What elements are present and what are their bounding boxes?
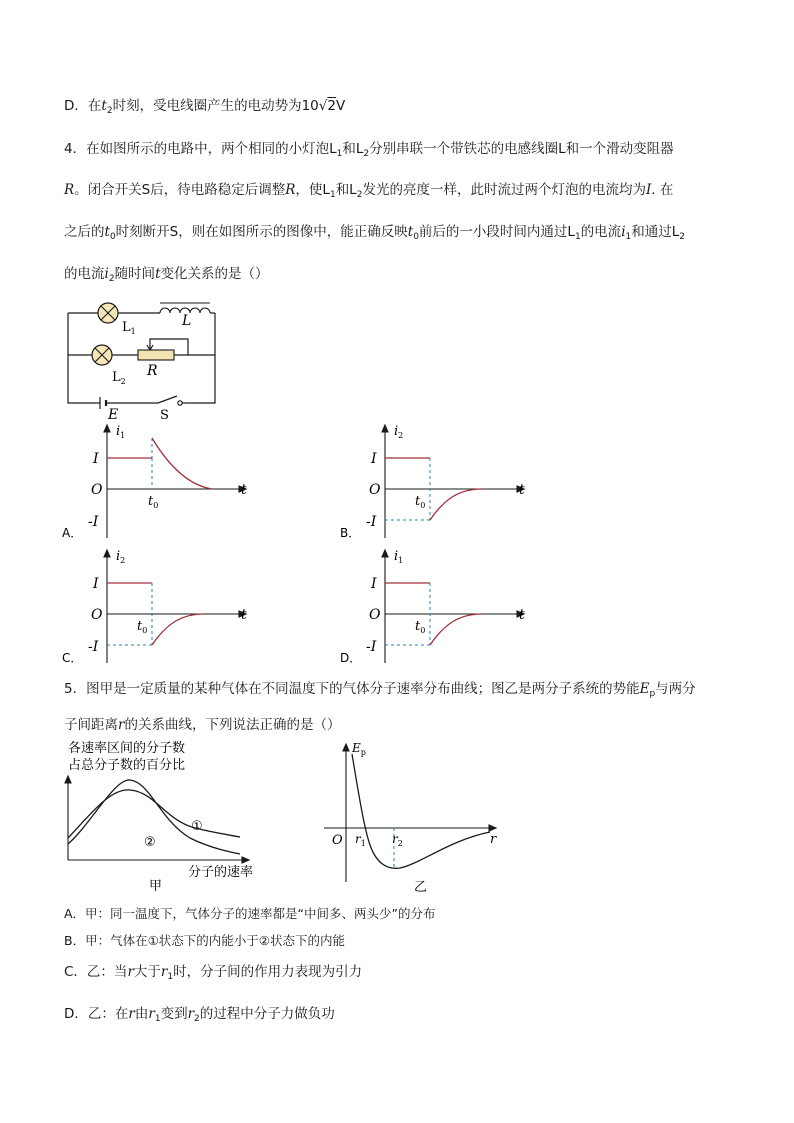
q4-text: 发光的亮度一样，此时流过两个灯泡的电流均为 xyxy=(362,182,646,198)
q3-optd-value: 10 xyxy=(301,98,319,114)
q5-text: 的关系曲线，下列说法正确的是（） xyxy=(124,717,341,733)
q4-text: 前后的一小段时间内通过L xyxy=(418,224,575,240)
q3-optd-prefix: D．在 xyxy=(64,98,102,114)
graph-a-ylabel: $i_1$ xyxy=(116,424,126,440)
lamp-l1-icon xyxy=(98,303,118,323)
q5-option-c xyxy=(64,963,362,986)
q4-text: 和L xyxy=(342,141,364,157)
graph-c-o: O xyxy=(91,607,103,623)
graph-d-i: I xyxy=(371,576,377,592)
q4-var: t xyxy=(155,266,161,282)
fig-jia-curve1-label: ① xyxy=(191,819,203,834)
q3-optd-text: 时刻，受电线圈产生的电动势为 xyxy=(112,98,302,114)
q5-optd-r1: r xyxy=(148,1006,155,1022)
fig-yi-o: O xyxy=(332,833,343,848)
q5-option-b: B．甲：气体在①状态下的内能小于②状态下的内能 xyxy=(64,933,345,948)
label-l2: $L_2$ xyxy=(112,370,126,386)
figure-yi xyxy=(320,740,505,895)
graph-c-negi: -I xyxy=(88,639,99,655)
graph-a-trace xyxy=(107,438,212,489)
graph-d-axes xyxy=(382,550,524,663)
graph-a-o: O xyxy=(91,482,103,498)
figure-jia xyxy=(60,740,270,895)
q4-sub: 2 xyxy=(356,190,363,200)
fig-jia-curve2-label: ② xyxy=(144,835,156,850)
q4-text: ，使L xyxy=(295,182,330,198)
q4-var-i: i xyxy=(621,224,626,240)
q4-sub: 1 xyxy=(329,190,336,200)
q5-optc-text: 时，分子间的作用力表现为引力 xyxy=(173,964,363,980)
q5-var: E xyxy=(639,681,650,697)
graph-d-decay xyxy=(430,614,482,645)
graph-a-t0: $t_0$ xyxy=(148,494,159,510)
graph-d-negi: -I xyxy=(366,639,377,655)
graph-c-t: t xyxy=(241,607,247,623)
rheostat-icon xyxy=(138,350,174,360)
q5-sub: p xyxy=(649,689,656,699)
graph-c-letter: C． xyxy=(62,651,83,665)
q4-text: 之后的 xyxy=(64,224,105,240)
graph-b-t: t xyxy=(519,482,525,498)
q3-optd-root: 2 xyxy=(327,98,336,114)
q4-text: 和通过L xyxy=(631,224,680,240)
graph-b-letter: B． xyxy=(340,526,361,540)
graph-d-o: O xyxy=(369,607,381,623)
graph-b-decay xyxy=(430,489,482,520)
q4-text: 时刻断开S，则在如图所示的图像中，能正确反映 xyxy=(115,224,408,240)
q4-sub: 2 xyxy=(363,149,370,159)
q5-optc-r1: r xyxy=(160,964,168,980)
q5-var: r xyxy=(118,717,125,733)
q4-sub: 1 xyxy=(625,232,632,242)
label-e: E xyxy=(108,407,119,423)
fig-jia-xlabel: 分子的速率 xyxy=(188,865,254,880)
graph-a-i: I xyxy=(93,451,99,467)
graph-a-negi: -I xyxy=(88,514,99,530)
q5-optc-text: C．乙：当 xyxy=(64,964,128,980)
q5-optd-text: D．乙：在 xyxy=(64,1006,129,1022)
q5-option-d xyxy=(64,1005,335,1028)
graph-c-ylabel: $i_2$ xyxy=(116,549,126,565)
graph-b xyxy=(340,423,540,543)
q4-sub: 0 xyxy=(413,232,419,242)
q4-stem-line4 xyxy=(64,265,269,288)
graph-d-ylabel: $i_1$ xyxy=(394,549,404,565)
q5-optc-text: 大于 xyxy=(133,964,161,980)
q5-optd-text: 的过程中分子力做负功 xyxy=(199,1006,335,1022)
q5-sub: 2 xyxy=(194,1014,200,1024)
q4-stem-line3 xyxy=(64,223,685,246)
q5-text: 与两分 xyxy=(655,681,696,697)
fig-jia-caption: 甲 xyxy=(149,879,163,894)
q4-text: 的电流 xyxy=(64,266,105,282)
q4-stem-line1 xyxy=(64,140,674,163)
fig-yi-r1: $r_1$ xyxy=(355,832,366,848)
circuit-diagram xyxy=(60,293,230,423)
q5-stem-line2 xyxy=(64,716,340,734)
q4-text: 的电流 xyxy=(580,224,622,240)
q3-optd-sub: 2 xyxy=(106,106,113,116)
graph-a-letter: A． xyxy=(62,526,83,540)
q4-text: . 在 xyxy=(651,182,674,198)
graph-c-i: I xyxy=(93,576,99,592)
ep-curve xyxy=(352,754,490,868)
q5-optd-text: 变到 xyxy=(160,1006,188,1022)
q4-sub: 2 xyxy=(108,274,115,284)
fig-yi-xlabel: r xyxy=(490,832,497,847)
q5-text: 子间距离 xyxy=(64,717,118,733)
graph-b-ylabel: $i_2$ xyxy=(394,424,404,440)
q5-sub: 1 xyxy=(167,972,174,982)
q5-optc-var: r xyxy=(127,964,134,980)
q4-text: 分别串联一个带铁芯的电感线圈L和一个滑动变阻器 xyxy=(369,141,674,157)
graph-a xyxy=(62,423,262,543)
fig-jia-ylabel-2: 占总分子数的百分比 xyxy=(68,758,186,773)
q5-text: 5．图甲是一定质量的某种气体在不同温度下的气体分子速率分布曲线；图乙是两分子系统的势能 xyxy=(64,681,640,697)
graph-b-negi: -I xyxy=(366,514,377,530)
label-inductor: L xyxy=(182,313,192,329)
graph-b-axes xyxy=(382,425,524,538)
q5-optd-r2: r xyxy=(187,1006,195,1022)
q3-option-d xyxy=(64,97,345,120)
q4-var: t xyxy=(407,224,414,240)
q4-var-i: i xyxy=(104,266,109,282)
graph-c xyxy=(62,548,262,668)
graph-b-t0: $t_0$ xyxy=(415,494,426,510)
graph-b-o: O xyxy=(369,482,381,498)
graph-c-t0: $t_0$ xyxy=(137,619,148,635)
q4-stem-line2 xyxy=(64,181,673,204)
q4-text: 。闭合开关S后，待电路稳定后调整 xyxy=(74,182,286,198)
label-s: S xyxy=(160,408,169,423)
graph-d-t0: $t_0$ xyxy=(415,619,426,635)
q4-sub: 0 xyxy=(109,232,116,242)
graph-b-i: I xyxy=(371,451,377,467)
q4-text: 变化关系的是（） xyxy=(160,266,269,282)
fig-yi-ylabel: $E_p$ xyxy=(352,741,366,757)
q4-var: t xyxy=(104,224,110,240)
q4-var: R xyxy=(285,182,296,198)
q4-sub: 2 xyxy=(679,232,686,242)
graph-d-letter: D． xyxy=(340,651,362,665)
q5-optd-var: r xyxy=(128,1006,135,1022)
graph-d xyxy=(340,548,540,668)
inductor-coil-icon xyxy=(160,303,210,313)
q4-sub: 1 xyxy=(336,149,343,159)
graph-d-t: t xyxy=(519,607,525,623)
q4-sub: 1 xyxy=(574,232,581,242)
q5-optd-text: 由 xyxy=(134,1006,149,1022)
q4-text: 4．在如图所示的电路中，两个相同的小灯泡L xyxy=(64,141,337,157)
q4-var: I xyxy=(645,182,652,198)
label-l1: $L_1$ xyxy=(122,320,136,336)
graph-c-decay xyxy=(152,614,204,645)
q5-stem-line1 xyxy=(64,680,696,703)
graph-a-decay xyxy=(152,438,212,489)
label-r: R xyxy=(147,363,158,379)
graph-a-t: t xyxy=(241,482,247,498)
q4-text: 随时间 xyxy=(114,266,156,282)
q3-optd-unit: V xyxy=(335,98,346,114)
graph-c-axes xyxy=(104,550,246,663)
q3-optd-t: t xyxy=(101,98,107,114)
q4-text: 和L xyxy=(335,182,357,198)
q5-option-a: A．甲：同一温度下，气体分子的速率都是“中间多、两头少”的分布 xyxy=(64,906,436,921)
fig-jia-ylabel-1: 各速率区间的分子数 xyxy=(68,741,186,756)
q4-var: R xyxy=(64,182,75,198)
fig-yi-r2: $r_2$ xyxy=(392,832,403,848)
graph-a-axes xyxy=(104,425,246,538)
lamp-l2-icon xyxy=(92,345,112,365)
q5-sub: 1 xyxy=(154,1014,161,1024)
sqrt-sign: √ xyxy=(318,98,328,114)
fig-yi-caption: 乙 xyxy=(414,880,428,895)
